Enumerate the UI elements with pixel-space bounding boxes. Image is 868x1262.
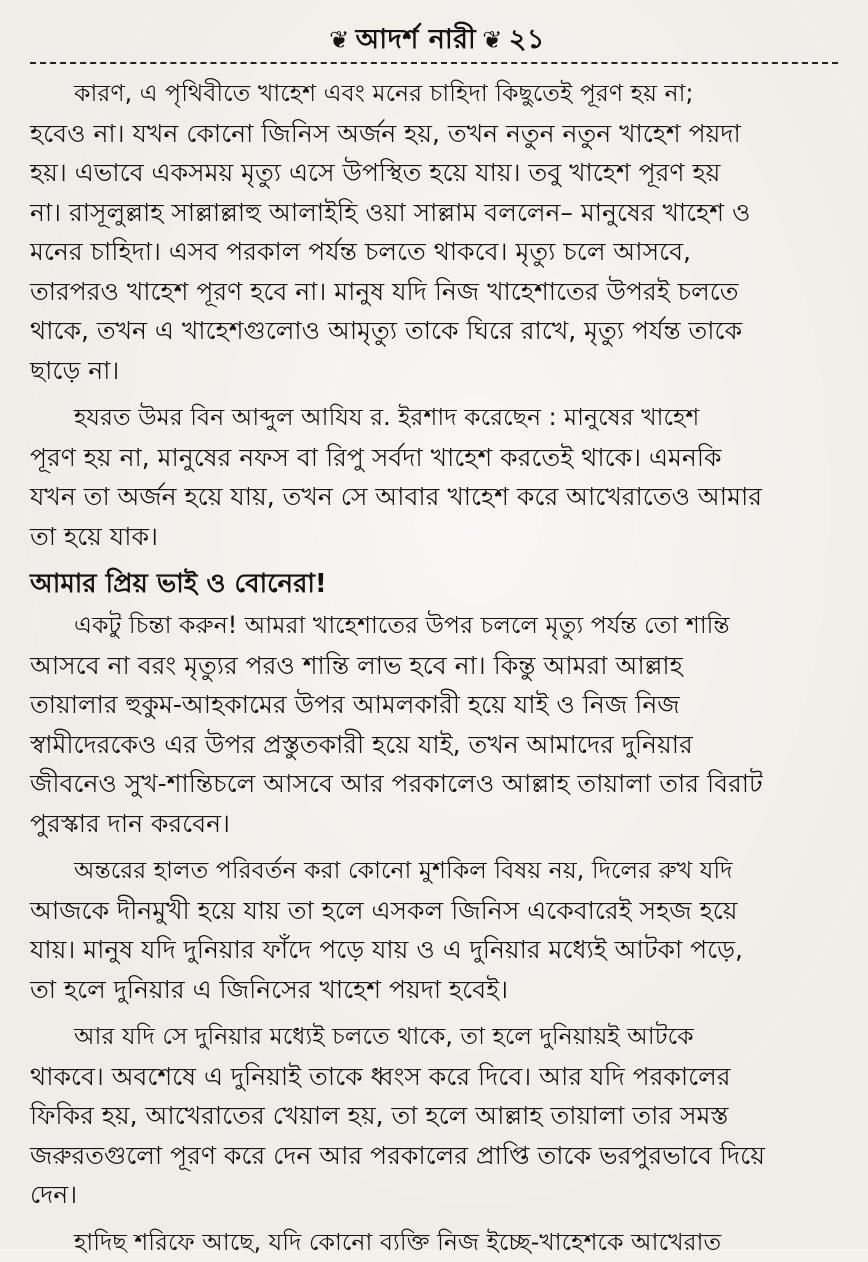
left-ornament-icon: ❦ — [329, 23, 350, 57]
header-divider — [30, 62, 838, 64]
right-ornament-icon: ❦ — [482, 23, 503, 57]
paragraph — [30, 1017, 838, 1215]
text-line: ফিকির হয়, আখেরাতের খেয়াল হয়, তা হলে আল্লাহ তায়ালা তার সমস্ত — [30, 1096, 838, 1136]
text-line: তা হলে দুনিয়ার এ জিনিসের খাহেশ পয়দা হবেই। — [30, 970, 838, 1010]
text-line: হবেও না। যখন কোনো জিনিস অর্জন হয়, তখন নতুন নতুন খাহেশ পয়দা — [30, 114, 838, 154]
text-line: পুরস্কার দান করবেন। — [30, 804, 838, 844]
text-line: তা হয়ে যাক। — [30, 517, 838, 557]
text-block-before-heading — [30, 74, 838, 556]
text-line: থাকবে। অবশেষে এ দুনিয়াই তাকে ধ্বংস করে দিবে। আর যদি পরকালের — [30, 1057, 838, 1097]
text-line: অন্তরের হালত পরিবর্তন করা কোনো মুশকিল বিষয় নয়, দিলের রুখ যদি — [30, 851, 838, 891]
text-line: না। রাসূলুল্লাহ সাল্লাল্লাহু আলাইহি ওয়া সাল্লাম বললেন– মানুষের খাহেশ ও — [30, 193, 838, 233]
text-line: আসবে না বরং মৃত্যুর পরও শান্তি লাভ হবে না। কিন্তু আমরা আল্লাহ — [30, 646, 838, 686]
paragraph — [30, 74, 838, 390]
paragraph — [30, 606, 838, 843]
text-line: হয়। এভাবে একসময় মৃত্যু এসে উপস্থিত হয়ে যায়। তবু খাহেশ পূরণ হয় — [30, 153, 838, 193]
text-line: স্বামীদেরকেও এর উপর প্রস্তুতকারী হয়ে যাই, তখন আমাদের দুনিয়ার — [30, 725, 838, 765]
text-block-after-heading — [30, 606, 838, 1262]
page-number: ২১ — [509, 23, 545, 57]
page-header — [30, 22, 838, 58]
text-line: জরুরতগুলো পূরণ করে দেন আর পরকালের প্রাপ্তি তাকে ভরপুরভাবে দিয়ে — [30, 1136, 838, 1176]
text-line: আর যদি সে দুনিয়ার মধ্যেই চলতে থাকে, তা হলে দুনিয়ায়ই আটকে — [30, 1017, 838, 1057]
text-line: একটু চিন্তা করুন! আমরা খাহেশাতের উপর চললে মৃত্যু পর্যন্ত তো শান্তি — [30, 606, 838, 646]
text-line: জীবনেও সুখ-শান্তিচলে আসবে আর পরকালেও আল্লাহ তায়ালা তার বিরাট — [30, 764, 838, 804]
text-line: তারপরও খাহেশ পূরণ হবে না। মানুষ যদি নিজ খাহেশাতের উপরই চলতে — [30, 272, 838, 312]
text-line: ছাড়ে না। — [30, 351, 838, 391]
paragraph — [30, 1223, 838, 1262]
text-line: হাদিছ শরিফে আছে, যদি কোনো ব্যক্তি নিজ ইচ্ছে-খাহেশকে আখেরাত — [30, 1223, 838, 1262]
text-line: কারণ, এ পৃথিবীতে খাহেশ এবং মনের চাহিদা কিছুতেই পূরণ হয় না; — [30, 74, 838, 114]
text-line: পূরণ হয় না, মানুষের নফস বা রিপু সর্বদা খাহেশ করতেই থাকে। এমনকি — [30, 438, 838, 478]
text-line: তায়ালার হুকুম-আহকামের উপর আমলকারী হয়ে যাই ও নিজ নিজ — [30, 685, 838, 725]
paragraph — [30, 398, 838, 556]
text-line: দেন। — [30, 1175, 838, 1215]
text-line: যখন তা অর্জন হয়ে যায়, তখন সে আবার খাহেশ করে আখেরাতেও আমার — [30, 477, 838, 517]
text-line: হযরত উমর বিন আব্দুল আযিয র. ইরশাদ করেছেন : মানুষের খাহেশ — [30, 398, 838, 438]
text-line: যায়। মানুষ যদি দুনিয়ার ফাঁদে পড়ে যায় ও এ দুনিয়ার মধ্যেই আটকা পড়ে, — [30, 930, 838, 970]
paragraph — [30, 851, 838, 1009]
text-line: থাকে, তখন এ খাহেশগুলোও আমৃত্যু তাকে ঘিরে রাখে, মৃত্যু পর্যন্ত তাকে — [30, 311, 838, 351]
text-line: আজকে দীনমুখী হয়ে যায় তা হলে এসকল জিনিস একেবারেই সহজ হয়ে — [30, 891, 838, 931]
page-header-title: আদর্শ নারী — [356, 23, 477, 57]
section-heading: আমার প্রিয় ভাই ও বোনেরা! — [30, 564, 838, 604]
text-line: মনের চাহিদা। এসব পরকাল পর্যন্ত চলতে থাকবে। মৃত্যু চলে আসবে, — [30, 232, 838, 272]
